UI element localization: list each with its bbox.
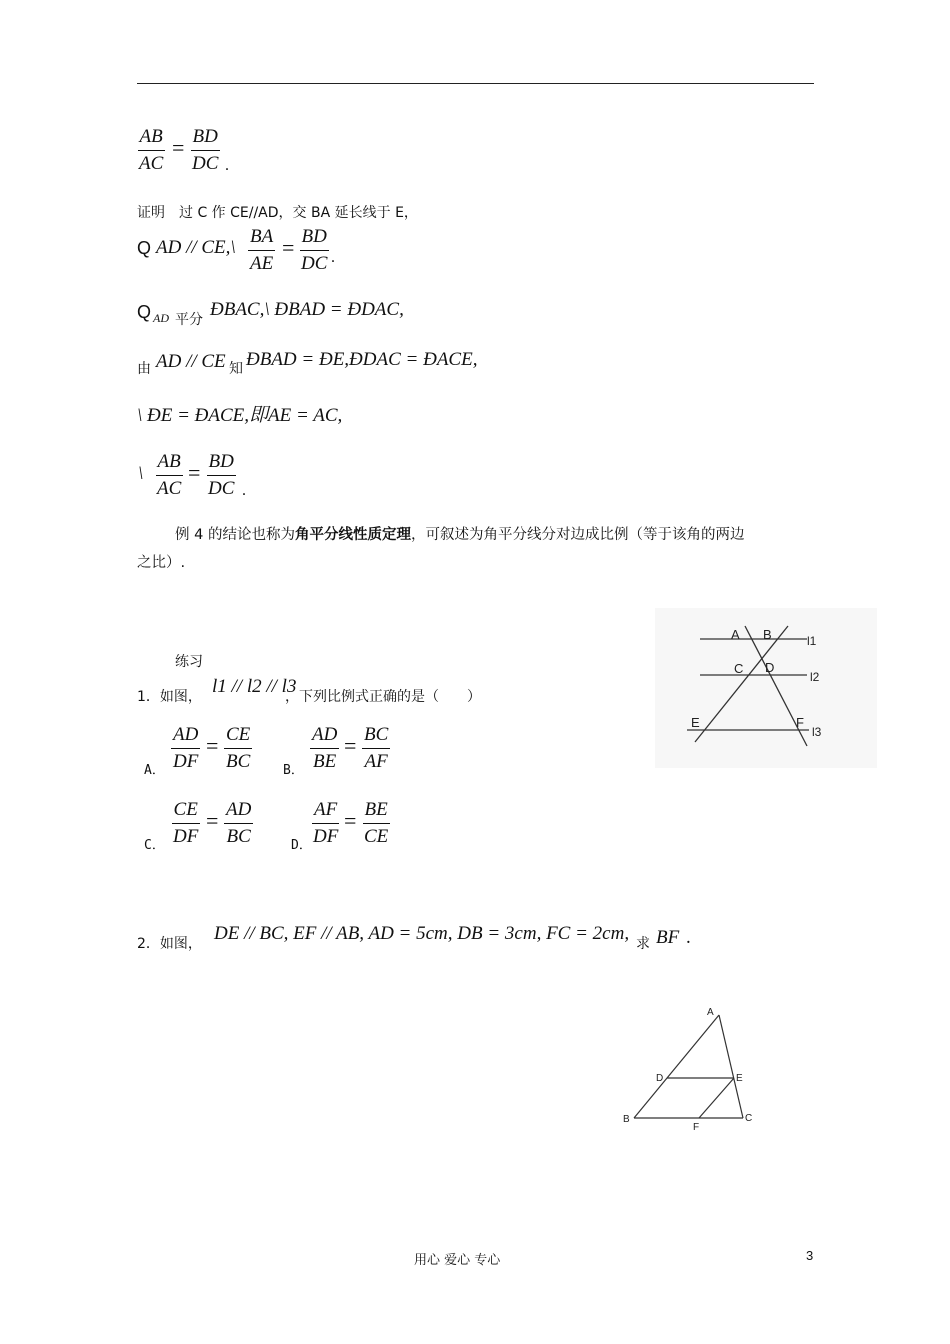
question-formula: DE // BC, EF // AB, AD = 5cm, DB = 3cm, FC = 2cm,: [214, 923, 630, 944]
proof-line-5: \ ÐE = ÐACE,即AE = AC,: [137, 405, 343, 426]
option-label: D．: [291, 838, 312, 853]
fraction: [206, 451, 236, 500]
numerator: AB: [138, 126, 165, 151]
period: .: [331, 249, 335, 266]
theorem-text: ，可叙述为角平分线分对边成比例（等于该角的两边: [410, 527, 745, 543]
denominator: CE: [364, 826, 389, 847]
fraction: [171, 724, 200, 773]
denominator: BC: [226, 751, 251, 772]
proof-text: 知: [229, 361, 243, 377]
label-l2: l2: [810, 670, 820, 684]
label-d: D: [656, 1073, 664, 1084]
label-l1: l1: [807, 634, 817, 648]
fraction: [190, 126, 220, 175]
numerator: BC: [362, 724, 390, 749]
therefore-symbol: \: [138, 463, 144, 484]
because-symbol: Q: [137, 302, 152, 322]
numerator: AD: [171, 724, 200, 749]
question-formula: l1 // l2 // l3: [212, 676, 297, 697]
denominator: DF: [313, 826, 339, 847]
denominator: DF: [173, 751, 199, 772]
denominator: AF: [364, 751, 388, 772]
subscript-text: AD: [153, 311, 169, 325]
page-number: 3: [806, 1248, 814, 1263]
numerator: CE: [172, 799, 200, 824]
header-rule: [137, 83, 814, 84]
numerator: BE: [363, 799, 390, 824]
question-number: 1．如图，: [137, 689, 202, 705]
label-c: C: [734, 661, 744, 676]
label-d: D: [765, 660, 775, 675]
period: .: [225, 157, 229, 174]
numerator: BA: [248, 226, 275, 251]
equals-sign: =: [344, 733, 357, 758]
denominator: AC: [157, 478, 182, 499]
numerator: AF: [312, 799, 339, 824]
theorem-text: 例 4 的结论也称为: [175, 527, 295, 543]
proof-text: 由: [137, 361, 151, 377]
fraction: [299, 226, 329, 275]
theorem-line-1: [137, 521, 817, 549]
theorem-name: 角平分线性质定理: [294, 527, 411, 543]
equals-sign: =: [188, 460, 201, 485]
denominator: DC: [208, 478, 235, 499]
fraction: [362, 799, 390, 848]
denominator: DF: [173, 826, 199, 847]
because-symbol: Q: [137, 238, 152, 258]
label-e: E: [736, 1073, 743, 1084]
fraction: [248, 226, 275, 275]
numerator: CE: [224, 724, 252, 749]
equals-sign: =: [344, 808, 357, 833]
period: .: [686, 927, 691, 948]
numerator: BD: [207, 451, 236, 476]
question-text: 求: [636, 936, 650, 952]
denominator: AC: [139, 153, 164, 174]
fraction: [137, 126, 165, 175]
fraction: [224, 724, 252, 773]
option-label: B．: [283, 763, 304, 778]
label-f: F: [796, 715, 804, 730]
side-ac: [719, 1015, 743, 1118]
period: .: [242, 482, 246, 499]
proof-line-1: 证明 过 C 作 CE//AD，交 BA 延长线于 E，: [137, 205, 418, 221]
parallel-lines-figure: [655, 608, 877, 768]
label-e: E: [691, 715, 700, 730]
equals-sign: =: [282, 235, 295, 260]
denominator: BC: [226, 826, 251, 847]
exercise-title: 练习: [175, 654, 203, 670]
option-label: C．: [144, 838, 165, 853]
denominator: DC: [192, 153, 219, 174]
numerator: BD: [300, 226, 329, 251]
label-b: B: [623, 1114, 630, 1125]
side-ab: [634, 1015, 719, 1118]
label-c: C: [745, 1113, 753, 1124]
question-text: ，下列比例式正确的是（ ）: [285, 689, 481, 705]
theorem-line-2: 之比）.: [137, 555, 186, 571]
label-a: A: [707, 1007, 714, 1018]
fraction: [362, 724, 390, 773]
denominator: DC: [301, 253, 328, 274]
footer-text: 用心 爱心 专心: [414, 1253, 501, 1268]
denominator: AE: [250, 253, 274, 274]
triangle-figure: [618, 1002, 768, 1134]
segment-ef: [699, 1078, 734, 1118]
numerator: AD: [310, 724, 339, 749]
proof-formula: ÐBAD = ÐE,ÐDAC = ÐACE,: [246, 349, 478, 370]
fraction: [171, 799, 200, 848]
equals-sign: =: [206, 733, 219, 758]
fraction: [310, 724, 339, 773]
equals-sign: =: [172, 135, 185, 160]
fraction: [311, 799, 340, 848]
numerator: AB: [156, 451, 183, 476]
label-b: B: [763, 627, 772, 642]
question-number: 2．如图，: [137, 936, 202, 952]
denominator: BE: [313, 751, 337, 772]
equals-sign: =: [206, 808, 219, 833]
theorem-paragraph: [137, 521, 817, 577]
label-a: A: [731, 627, 740, 642]
fraction: [155, 451, 183, 500]
proof-formula: ÐBAC,\ ÐBAD = ÐDAC,: [210, 299, 404, 320]
option-label: A．: [144, 763, 165, 778]
fraction: [224, 799, 253, 848]
numerator: BD: [191, 126, 220, 151]
proof-formula: AD // CE: [156, 351, 226, 372]
proof-text: AD // CE,\: [156, 237, 236, 258]
question-target: BF: [656, 927, 680, 948]
numerator: AD: [224, 799, 253, 824]
label-l3: l3: [812, 725, 822, 739]
proof-text: 平分: [175, 312, 203, 328]
label-f: F: [693, 1122, 700, 1133]
